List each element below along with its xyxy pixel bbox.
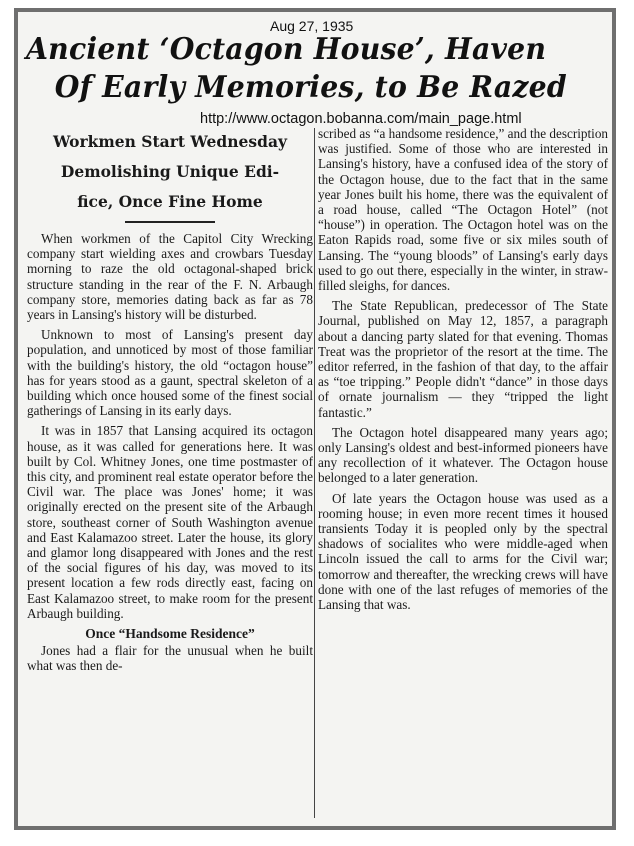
subhead-line-3: fice, Once Fine Home <box>77 192 263 211</box>
subhead-line-2: Demolishing Unique Edi- <box>60 162 280 181</box>
paragraph: Of late years the Octagon house was used as a rooming house; in even more recent times it housed transients Today it is peopled only by the spectral shadows of socialites who were middle-aged when Lincoln issued the call to arms for the Civil war; tomorrow and thereafter, the wrecking crews will have done with one of the last refuges of memories of the Lansing that was. <box>318 490 608 613</box>
subhead-line-1: Workmen Start Wednesday <box>52 132 288 151</box>
paragraph: scribed as “a handsome residence,” and the description was justified. Some of those who are interested in Lansing's history, have a confused idea of the story of the Octagon house, due to the fact that in the same year Jones built his home, there was the equivalent of a road house, called “The Octagon Hotel” (not “house”) in operation. The Octagon hotel was on the Eaton Rapids road, some five or six miles south of Lansing. The “young bloods” of Lansing's early days used to go out there, especially in the winter, in straw-filled sleighs, for dances. <box>318 126 609 294</box>
paragraph: When workmen of the Capitol City Wrecking company start wielding axes and crowbars Tuesday morning to raze the old octagonal-shaped brick structure standing in the rear of the F. N. Arbaugh company store, memories dating back as far as 78 years in Lansing's history will be disturbed. <box>27 231 313 323</box>
subhead-rule <box>125 221 215 223</box>
source-url: http://www.octagon.bobanna.com/main_page.html <box>200 111 522 127</box>
paragraph: Jones had a flair for the unusual when he built what was then de- <box>27 643 313 674</box>
paragraph: Unknown to most of Lansing's present day population, and unnoticed by most of those familiar with the building's history, the old “octagon house” has for years stood as a gaunt, spectral skeleton of a building which once housed some of the finest social gatherings of Lansing in its early days. <box>27 327 313 419</box>
paragraph: The Octagon hotel disappeared many years ago; only Lansing's oldest and best-informed pioneers have any recollection of it whatever. The Octagon house belonged to a later generation. <box>318 424 608 486</box>
headline <box>26 30 590 106</box>
section-heading: Once “Handsome Residence” <box>85 626 255 642</box>
paragraph: It was in 1857 that Lansing acquired its octagon house, as it was called for generations here. It was built by Col. Whitney Jones, one time postmaster of this city, and prominent real estate operator before the Civil war. The place was Jones' home; it was originally erected on the present site of the Arbaugh store, southeast corner of South Washington avenue and East Kalamazoo street. Later the house, its glory and glamor long disappeared with Jones and the rest of the social figures of his day, was moved to its present location a few rods directly east, facing on East Kalamazoo street, to make room for the present Arbaugh building. <box>27 423 313 621</box>
date-stamp: Aug 27, 1935 <box>270 18 354 34</box>
paragraph: The State Republican, predecessor of The State Journal, published on May 12, 1857, a paragraph about a dancing party slated for that evening. Thomas Treat was the proprietor of the resort at the time. The editor referred, in the fashion of that day, to the affair as “toe tripping.” People didn't “dance” in those days of ornate journalism — they “tripped the light fantastic.” <box>318 298 608 420</box>
headline-line-1: Ancient ‘Octagon House’, Haven <box>26 31 547 66</box>
subheadline <box>27 127 313 217</box>
right-column <box>318 126 608 617</box>
column-divider <box>314 128 315 818</box>
headline-line-2: Of Early Memories, to Be Razed <box>54 69 567 104</box>
left-column <box>27 127 313 679</box>
